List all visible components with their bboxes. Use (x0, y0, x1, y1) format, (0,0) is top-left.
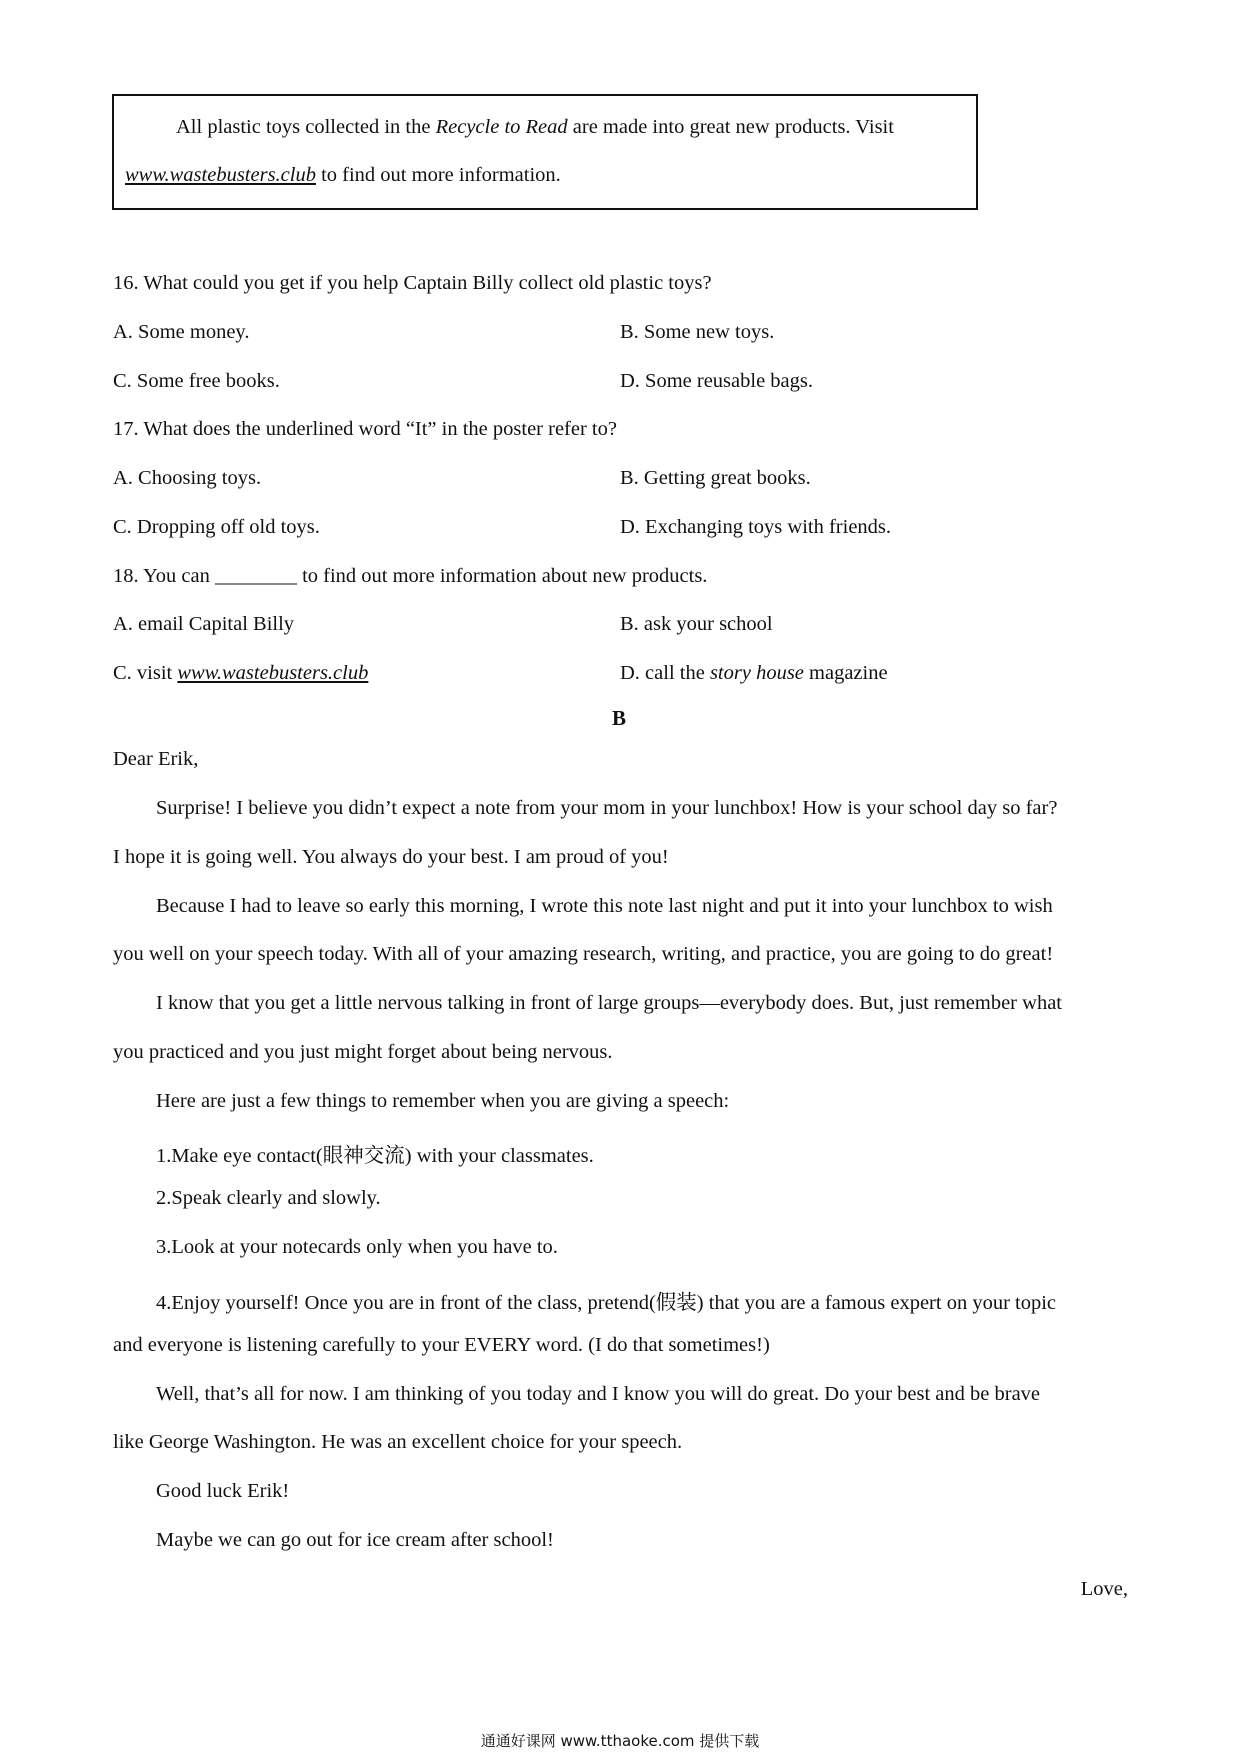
q17-option-c: C. Dropping off old toys. (113, 516, 320, 538)
page-footer: 通通好课网 www.tthaoke.com 提供下载 (480, 1732, 760, 1750)
letter-line: like George Washington. He was an excellent choice for your speech. (113, 1431, 683, 1453)
q18-option-d (620, 662, 888, 685)
q16-option-d: D. Some reusable bags. (620, 370, 813, 392)
letter-line: I hope it is going well. You always do your best. I am proud of you! (113, 846, 669, 868)
letter-line: you practiced and you just might forget about being nervous. (113, 1041, 613, 1063)
letter-line: you well on your speech today. With all of your amazing research, writing, and practice, you are going to do great! (113, 943, 1054, 965)
letter-list-item: 1.Make eye contact(眼神交流) with your classmates. (156, 1145, 594, 1167)
question-18-stem: 18. You can ________ to find out more information about new products. (113, 565, 708, 587)
q16-option-a: A. Some money. (113, 321, 250, 343)
q18-option-c-prefix: C. visit (113, 662, 178, 684)
notice-text-line1 (176, 116, 894, 139)
letter-line: Maybe we can go out for ice cream after school! (156, 1529, 554, 1551)
q18-option-d-prefix: D. call the (620, 662, 710, 684)
notice-text-tail: to find out more information. (315, 164, 561, 186)
letter-line: Surprise! I believe you didn’t expect a note from your mom in your lunchbox! How is your school day so far? (156, 797, 1058, 819)
letter-line: Well, that’s all for now. I am thinking of you today and I know you will do great. Do your best and be brave (156, 1383, 1041, 1405)
q18-option-a: A. email Capital Billy (113, 613, 295, 635)
q16-option-c: C. Some free books. (113, 370, 280, 392)
question-17-stem: 17. What does the underlined word “It” in the poster refer to? (113, 418, 617, 440)
letter-greeting: Dear Erik, (113, 748, 199, 770)
notice-text-line2 (125, 164, 561, 187)
q16-option-b: B. Some new toys. (620, 321, 775, 343)
q17-option-b: B. Getting great books. (620, 467, 811, 489)
section-b-title: B (612, 706, 627, 730)
q18-option-d-suffix: magazine (803, 662, 888, 684)
notice-box (112, 94, 978, 210)
letter-closing: Love, (1080, 1578, 1128, 1600)
notice-italic-title: Recycle to Read (435, 116, 568, 138)
letter-line: Here are just a few things to remember when you are giving a speech: (156, 1090, 730, 1112)
letter-list-item: 4.Enjoy yourself! Once you are in front of the class, pretend(假装) that you are a famous expert on your topic (156, 1292, 1057, 1314)
q18-option-b: B. ask your school (620, 613, 773, 635)
letter-line: Because I had to leave so early this morning, I wrote this note last night and put it into your lunchbox to wish (156, 895, 1053, 917)
question-16-stem: 16. What could you get if you help Captain Billy collect old plastic toys? (113, 272, 712, 294)
notice-text-after: are made into great new products. Visit (567, 116, 894, 138)
letter-line: I know that you get a little nervous talking in front of large groups—everybody does. But, just remember what (156, 992, 1062, 1014)
letter-list-item: 3.Look at your notecards only when you have to. (156, 1236, 558, 1258)
q17-option-a: A. Choosing toys. (113, 467, 262, 489)
q18-option-d-italic: story house (709, 662, 804, 684)
q18-option-c (113, 662, 368, 685)
notice-link[interactable]: www.wastebusters.club (125, 164, 316, 186)
letter-line: Good luck Erik! (156, 1480, 290, 1502)
q18-option-c-link[interactable]: www.wastebusters.club (177, 662, 369, 684)
q17-option-d: D. Exchanging toys with friends. (620, 516, 892, 538)
notice-text-before: All plastic toys collected in the (176, 116, 436, 138)
letter-line: and everyone is listening carefully to your EVERY word. (I do that sometimes!) (113, 1334, 770, 1356)
letter-list-item: 2.Speak clearly and slowly. (156, 1187, 381, 1209)
